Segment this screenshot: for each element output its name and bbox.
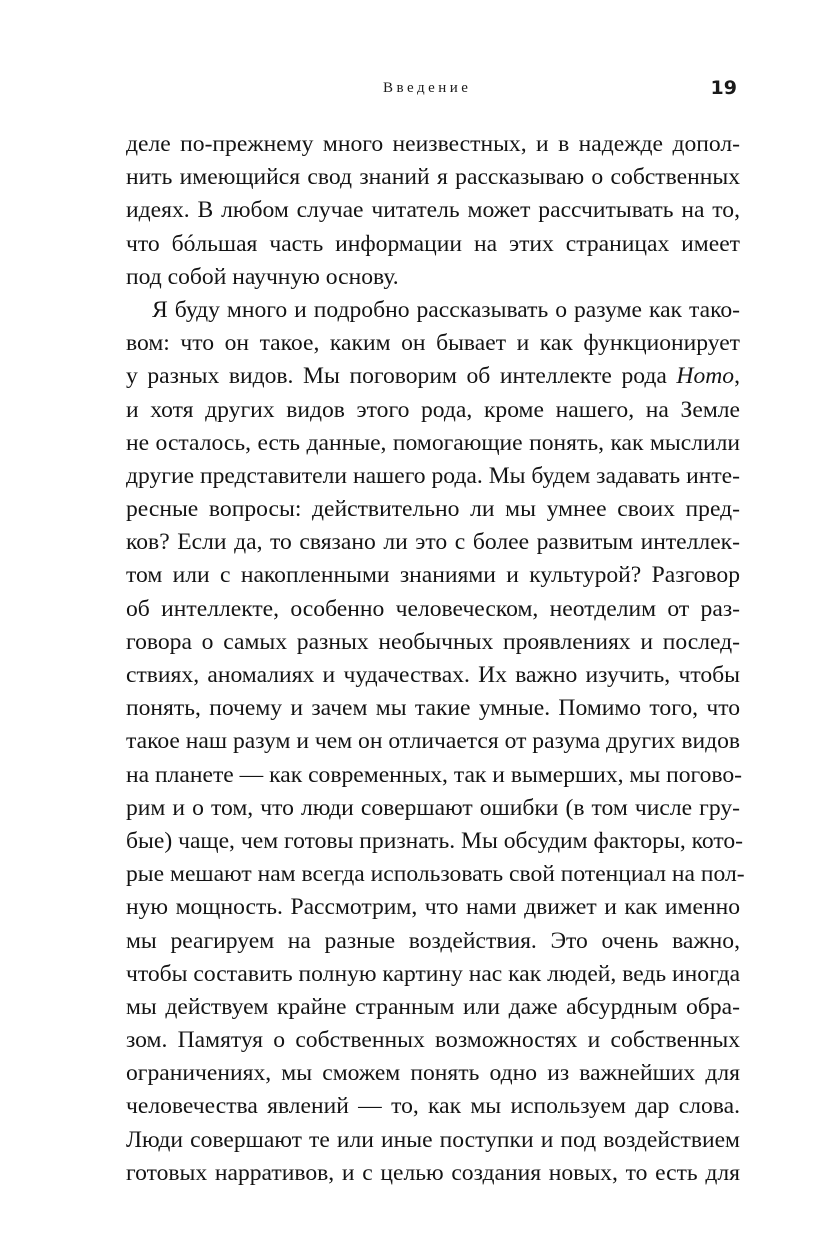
text-line: том или с накопленными знаниями и культурой? Разговор <box>126 562 740 589</box>
text-line: на планете — как современных, так и вымерших, мы погово- <box>126 761 743 788</box>
text-line-start: у разных видов. Мы поговорим об интеллекте рода <box>126 363 677 390</box>
text-line: понять, почему и зачем мы такие умные. Помимо того, что <box>126 695 740 722</box>
text-line: под собой научную основу. <box>126 263 399 290</box>
text-line: чтобы составить полную картину нас как людей, ведь иногда <box>126 960 741 987</box>
text-line: ную мощность. Рассмотрим, что нами движет и как именно <box>126 894 740 921</box>
text-line: мы реагируем на разные воздействия. Это очень важно, <box>126 927 740 954</box>
text-line: ствиях, аномалиях и чудачествах. Их важно изучить, чтобы <box>126 662 740 688</box>
text-line-with-italic <box>126 360 740 393</box>
text-line: и хотя других видов этого рода, кроме нашего, на Земле <box>126 396 740 423</box>
italic-term-homo: Homo <box>676 363 735 390</box>
text-line: ресные вопросы: действительно ли мы умнее своих пред- <box>126 496 740 523</box>
italic-term-suffix: , <box>734 363 740 390</box>
text-line: рим и о том, что люди совершают ошибки (в том числе гру- <box>126 794 740 821</box>
body-text <box>126 128 745 1190</box>
text-line: не осталось, есть данные, помогающие понять, как мыслили <box>126 429 740 456</box>
text-line: бые) чаще, чем готовы признать. Мы обсудим факторы, кото- <box>126 827 744 854</box>
paragraph-first-line: Я буду много и подробно рассказывать о разуме как тако- <box>152 296 740 323</box>
text-line: такое наш разум и чем он отличается от разума других видов <box>126 728 741 755</box>
text-line: ков? Если да, то связано ли это с более развитым интеллек- <box>126 529 740 556</box>
text-line: об интеллекте, особенно человеческом, неотделим от раз- <box>126 595 740 622</box>
text-line: ограничениях, мы сможем понять одно из важнейших для <box>126 1060 740 1087</box>
text-line: что бóльшая часть информации на этих страницах имеет <box>126 230 740 257</box>
text-line: нить имеющийся свод знаний я рассказываю о собственных <box>126 164 740 191</box>
text-line: рые мешают нам всегда использовать свой потенциал на пол- <box>126 861 745 888</box>
running-head: Введение <box>383 80 472 96</box>
text-line: зом. Памятуя о собственных возможностях и собственных <box>126 1027 740 1054</box>
text-line: готовых нарративов, и с целью создания новых, то есть для <box>126 1159 740 1186</box>
text-line: говора о самых разных необычных проявлениях и послед- <box>126 628 740 655</box>
text-line: деле по-прежнему много неизвестных, и в надежде допол- <box>126 131 740 157</box>
text-line: вом: что он такое, каким он бывает и как функционирует <box>126 330 740 357</box>
text-line: идеях. В любом случае читатель может рассчитывать на то, <box>126 197 740 224</box>
text-line: человечества явлений — то, как мы используем дар слова. <box>126 1093 740 1120</box>
text-line: другие представители нашего рода. Мы будем задавать инте- <box>126 462 740 489</box>
page-number: 19 <box>710 77 737 99</box>
text-line: Люди совершают те или иные поступки и под воздействием <box>126 1126 740 1153</box>
text-line: мы действуем крайне странным или даже абсурдным обра- <box>126 993 740 1020</box>
